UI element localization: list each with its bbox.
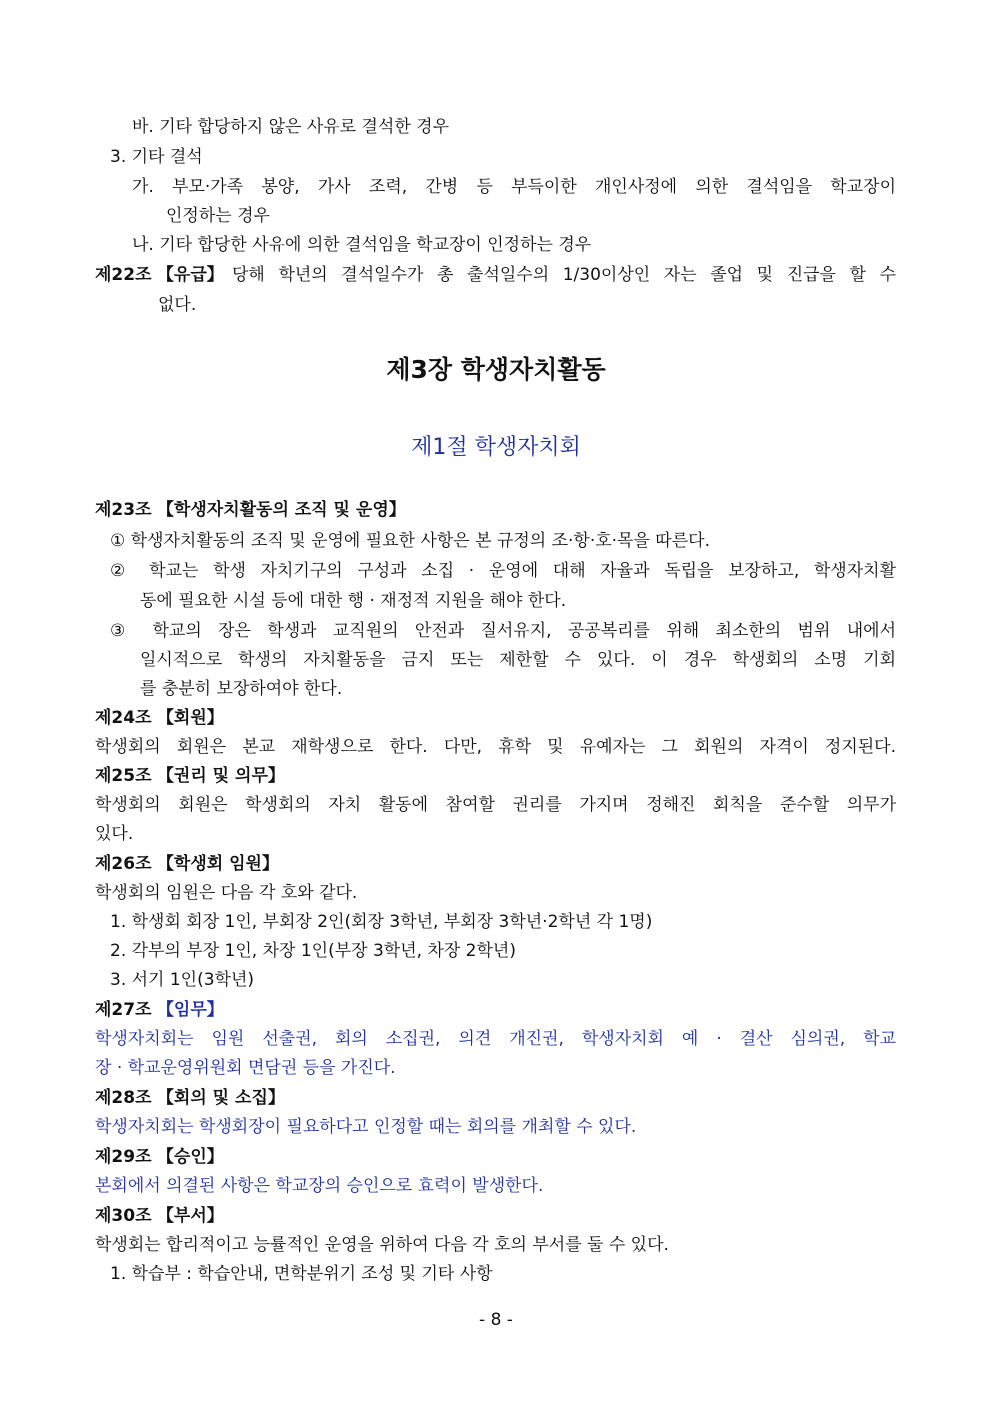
officer-item-1: 1. 학생회 회장 1인, 부회장 2인(회장 3학년, 부회장 3학년·2학년 각 1명) xyxy=(110,912,653,932)
article-27-text: 학생자치회는 임원 선출권, 회의 소집권, 의견 개진권, 학생자치회 예 · 결산 심의권, 학교 xyxy=(95,1029,896,1049)
page-number: - 8 - xyxy=(479,1310,513,1330)
item-ga-cont: 인정하는 경우 xyxy=(166,206,270,226)
article-25-text: 학생회의 회원은 학생회의 자치 활동에 참여할 권리를 가지며 정해진 회칙을 준수할 의무가 xyxy=(95,795,896,815)
article-24-text: 학생회의 회원은 본교 재학생으로 한다. 다만, 휴학 및 유예자는 그 회원의 자격이 정지된다. xyxy=(95,737,896,757)
clause-1: ① 학생자치활동의 조직 및 운영에 필요한 사항은 본 규정의 조·항·호·목을 따른다. xyxy=(110,531,710,551)
clause-2: ② 학교는 학생 자치기구의 구성과 소집 · 운영에 대해 자율과 독립을 보장하고, 학생자치활 xyxy=(110,561,896,581)
article-title: 【학생자치활동의 조직 및 운영】 xyxy=(156,500,406,520)
article-27-text-cont: 장 · 학교운영위원회 면담권 등을 가진다. xyxy=(95,1058,396,1078)
article-22-text-cont: 없다. xyxy=(158,295,197,315)
article-title: 【임무】 xyxy=(156,1000,224,1020)
item-ga: 가. 부모·가족 봉양, 가사 조력, 간병 등 부득이한 개인사정에 의한 결석임을 학교장이 xyxy=(132,177,896,197)
article-27 xyxy=(95,999,224,1021)
item-ba: 바. 기타 합당하지 않은 사유로 결석한 경우 xyxy=(132,117,450,137)
article-26-text: 학생회의 임원은 다음 각 호와 같다. xyxy=(95,883,358,903)
article-30 xyxy=(95,1205,224,1227)
officer-item-3: 3. 서기 1인(3학년) xyxy=(110,970,255,990)
article-28 xyxy=(95,1087,285,1109)
article-22-text: 당해 학년의 결석일수가 총 출석일수의 1/30이상인 자는 졸업 및 진급을 할 수 xyxy=(232,265,896,285)
article-title: 【유급】 xyxy=(156,265,224,285)
article-title: 【회의 및 소집】 xyxy=(156,1088,285,1108)
article-number: 제30조 xyxy=(95,1206,152,1226)
article-number: 제29조 xyxy=(95,1147,152,1167)
article-25 xyxy=(95,765,285,787)
article-number: 제28조 xyxy=(95,1088,152,1108)
article-29-text: 본회에서 의결된 사항은 학교장의 승인으로 효력이 발생한다. xyxy=(95,1176,544,1196)
article-24 xyxy=(95,707,224,729)
article-title: 【승인】 xyxy=(156,1147,224,1167)
article-title: 【학생회 임원】 xyxy=(156,854,279,874)
item-na: 나. 기타 합당한 사유에 의한 결석임을 학교장이 인정하는 경우 xyxy=(132,235,592,255)
article-title: 【권리 및 의무】 xyxy=(156,766,285,786)
article-26 xyxy=(95,853,279,875)
article-number: 제24조 xyxy=(95,708,152,728)
article-number: 제26조 xyxy=(95,854,152,874)
item-3: 3. 기타 결석 xyxy=(110,147,203,167)
article-30-text: 학생회는 합리적이고 능률적인 운영을 위하여 다음 각 호의 부서를 둘 수 있다. xyxy=(95,1235,669,1255)
article-23 xyxy=(95,499,406,521)
clause-3: ③ 학교의 장은 학생과 교직원의 안전과 질서유지, 공공복리를 위해 최소한의 범위 내에서 xyxy=(110,621,896,641)
article-number: 제27조 xyxy=(95,1000,152,1020)
article-29 xyxy=(95,1146,224,1168)
department-item-1: 1. 학습부 : 학습안내, 면학분위기 조성 및 기타 사항 xyxy=(110,1264,493,1284)
chapter-title: 제3장 학생자치활동 xyxy=(386,355,606,384)
article-25-text-cont: 있다. xyxy=(95,824,134,844)
article-title: 【회원】 xyxy=(156,708,224,728)
article-number: 제23조 xyxy=(95,500,152,520)
article-title: 【부서】 xyxy=(156,1206,224,1226)
officer-item-2: 2. 각부의 부장 1인, 차장 1인(부장 3학년, 차장 2학년) xyxy=(110,941,516,961)
clause-3-cont2: 를 충분히 보장하여야 한다. xyxy=(140,679,343,699)
article-28-text: 학생자치회는 학생회장이 필요하다고 인정할 때는 회의를 개최할 수 있다. xyxy=(95,1117,637,1137)
article-number: 제25조 xyxy=(95,766,152,786)
clause-3-cont: 일시적으로 학생의 자치활동을 금지 또는 제한할 수 있다. 이 경우 학생회의 소명 기회 xyxy=(140,650,896,670)
article-22 xyxy=(95,264,224,286)
section-title: 제1절 학생자치회 xyxy=(411,435,581,460)
article-number: 제22조 xyxy=(95,265,152,285)
clause-2-cont: 동에 필요한 시설 등에 대한 행 · 재정적 지원을 해야 한다. xyxy=(140,591,567,611)
